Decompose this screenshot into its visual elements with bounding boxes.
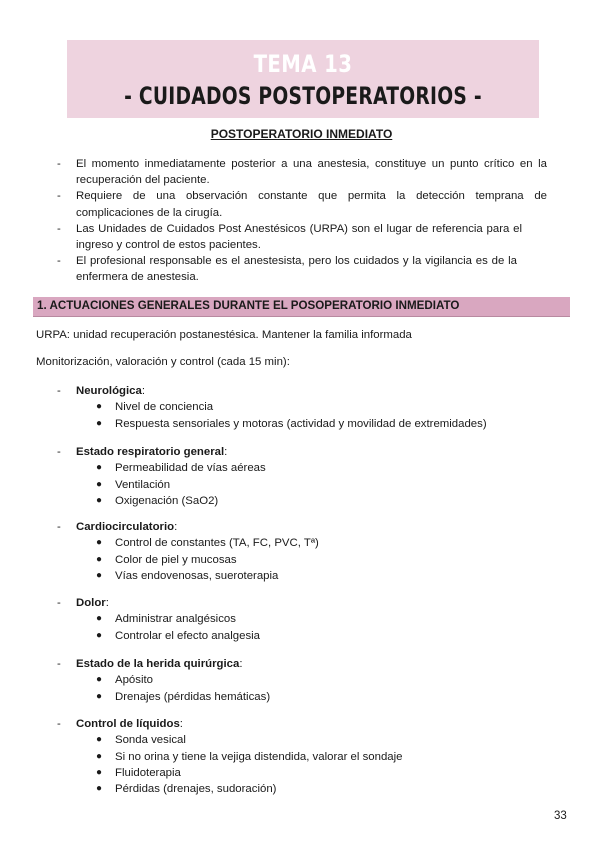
- intro-item: - Las Unidades de Cuidados Post Anestésicos (URPA) son el lugar de referencia para el ingreso y control de estos pacientes.: [57, 222, 522, 252]
- group-herida: [57, 656, 577, 705]
- list-item: ● Controlar el efecto analgesia: [96, 628, 577, 644]
- section-heading: 1. ACTUACIONES GENERALES DURANTE EL POSOPERATORIO INMEDIATO: [37, 299, 460, 312]
- list-item: ● Sonda vesical: [96, 732, 577, 748]
- group-title: - Estado de la herida quirúrgica:: [57, 658, 243, 670]
- list-item: ● Nivel de conciencia: [96, 399, 577, 415]
- intro-item: - El profesional responsable es el anestesista, pero los cuidados y la vigilancia es de la enfermera de anestesia.: [57, 255, 517, 284]
- bullet-icon: ●: [96, 629, 103, 641]
- bullet-icon: ●: [96, 783, 103, 795]
- list-item: ● Si no orina y tiene la vejiga distendida, valorar el sondaje: [96, 749, 577, 765]
- group-liquidos: [57, 716, 577, 797]
- list-item: ● Oxigenación (SaO2): [96, 493, 577, 509]
- group-cardiocirculatorio: [57, 519, 577, 584]
- list-item: ● Administrar analgésicos: [96, 611, 577, 627]
- monitoring-line: Monitorización, valoración y control (cada 15 min):: [36, 356, 290, 368]
- group-title: - Estado respiratorio general:: [57, 446, 228, 458]
- section-subtitle: POSTOPERATORIO INMEDIATO: [210, 127, 393, 141]
- list-item: ● Control de constantes (TA, FC, PVC, Tª): [96, 535, 577, 551]
- bullet-icon: ●: [96, 553, 103, 565]
- section-heading-bar: [33, 297, 570, 317]
- bullet-icon: ●: [96, 462, 103, 474]
- group-title: - Control de líquidos:: [57, 718, 183, 730]
- list-item: ● Ventilación: [96, 477, 577, 493]
- bullet-icon: ●: [96, 613, 103, 625]
- list-item: ● Fluidoterapia: [96, 765, 577, 781]
- list-item: ● Pérdidas (drenajes, sudoración): [96, 781, 577, 797]
- group-title: - Cardiocirculatorio:: [57, 521, 178, 533]
- bullet-icon: ●: [96, 674, 103, 686]
- intro-item: - Requiere de una observación constante que permita la detección temprana de complicaciones de la cirugía.: [57, 190, 547, 219]
- urpa-line: URPA: unidad recuperación postanestésica. Mantener la familia informada: [36, 329, 412, 341]
- bullet-icon: ●: [96, 537, 103, 549]
- bullet-icon: ●: [96, 766, 103, 778]
- bullet-icon: ●: [96, 478, 103, 490]
- bullet-icon: ●: [96, 690, 103, 702]
- bullet-icon: ●: [96, 417, 103, 429]
- topic-title: - CUIDADOS POSTOPERATORIOS -: [124, 82, 482, 110]
- intro-list: [57, 156, 547, 286]
- group-neurologica: [57, 383, 577, 432]
- list-item: ● Respuesta sensoriales y motoras (actividad y movilidad de extremidades): [96, 416, 577, 432]
- list-item: ● Permeabilidad de vías aéreas: [96, 460, 577, 476]
- list-item: ● Drenajes (pérdidas hemáticas): [96, 689, 577, 705]
- intro-item: - El momento inmediatamente posterior a una anestesia, constituye un punto crítico en la recuperación del paciente.: [57, 158, 547, 187]
- list-item: ● Color de piel y mucosas: [96, 552, 577, 568]
- group-respiratorio: [57, 444, 577, 509]
- topic-number: TEMA 13: [253, 50, 353, 78]
- bullet-icon: ●: [96, 494, 103, 506]
- title-banner: [67, 40, 539, 118]
- page-number: 33: [554, 810, 567, 822]
- group-title: - Dolor:: [57, 597, 109, 609]
- list-item: ● Apósito: [96, 672, 577, 688]
- bullet-icon: ●: [96, 401, 103, 413]
- bullet-icon: ●: [96, 734, 103, 746]
- group-title: - Neurológica:: [57, 385, 145, 397]
- group-dolor: [57, 595, 577, 644]
- list-item: ● Vías endovenosas, sueroterapia: [96, 568, 577, 584]
- bullet-icon: ●: [96, 750, 103, 762]
- bullet-icon: ●: [96, 569, 103, 581]
